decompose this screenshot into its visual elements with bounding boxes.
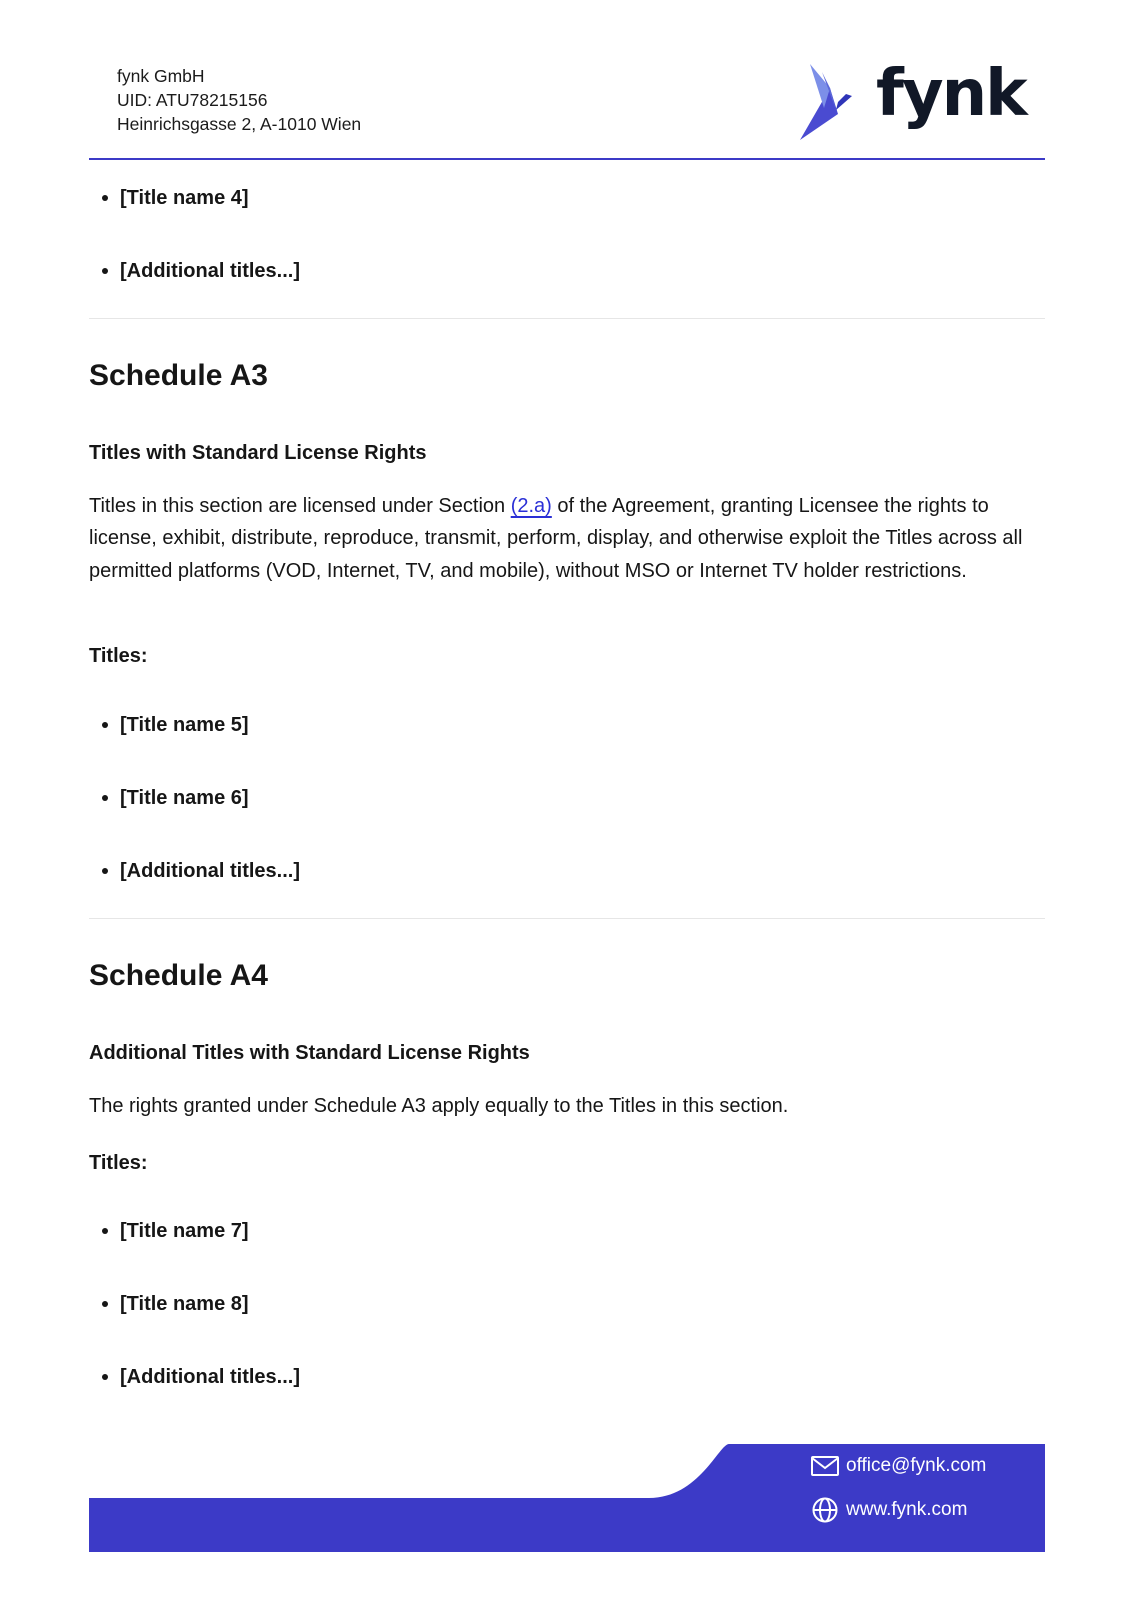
- list-item: [Title name 4]: [89, 185, 300, 258]
- footer-band: [89, 1444, 1045, 1552]
- globe-icon: [810, 1496, 840, 1524]
- list-item: [Title name 8]: [89, 1291, 300, 1364]
- section-divider: [89, 318, 1045, 319]
- section-link[interactable]: (2.a): [510, 495, 552, 517]
- list-item: [Additional titles...]: [89, 858, 300, 931]
- company-name: fynk GmbH: [117, 66, 205, 86]
- schedule-a4-subheading: Additional Titles with Standard License Rights: [89, 1042, 530, 1064]
- website-text[interactable]: www.fynk.com: [846, 1499, 968, 1520]
- footer-email[interactable]: [846, 1454, 986, 1478]
- list-item: [Title name 6]: [89, 785, 300, 858]
- top-title-list: [89, 185, 300, 331]
- list-item: [Title name 7]: [89, 1218, 300, 1291]
- schedule-a4-heading: Schedule A4: [89, 959, 268, 992]
- list-item: [Additional titles...]: [89, 1364, 300, 1437]
- schedule-a4-paragraph: The rights granted under Schedule A3 apply equally to the Titles in this section.: [89, 1095, 789, 1117]
- section-divider: [89, 918, 1045, 919]
- paragraph-text: Titles in this section are licensed under Section: [89, 495, 511, 517]
- company-uid: UID: ATU78215156: [117, 90, 268, 110]
- list-item: [Additional titles...]: [89, 258, 300, 331]
- footer-website[interactable]: [846, 1498, 967, 1522]
- paragraph-text: of the Agreement, granting Licensee the rights to license, exhibit, distribute, reproduce, transmit, perform, display, and otherwise exploit the Titles across all permitted platforms (VOD, Internet, TV, and mobile), without MSO or Internet TV holder restrictions.: [89, 495, 1023, 582]
- fynk-logo: [800, 57, 1026, 144]
- company-info: [117, 64, 361, 136]
- schedule-a3-paragraph: [89, 490, 1049, 587]
- company-address: Heinrichsgasse 2, A-1010 Wien: [117, 114, 362, 134]
- schedule-a4-title-list: [89, 1218, 300, 1437]
- logo-wordmark: fynk: [876, 57, 1026, 131]
- email-text[interactable]: office@fynk.com: [846, 1455, 987, 1476]
- envelope-icon: [810, 1452, 840, 1480]
- schedule-a3-subheading: Titles with Standard License Rights: [89, 442, 427, 464]
- titles-label: Titles:: [89, 1152, 148, 1174]
- titles-label: Titles:: [89, 645, 148, 667]
- bird-origami-icon: [790, 58, 860, 144]
- schedule-a3-heading: Schedule A3: [89, 359, 268, 392]
- header-divider: [89, 158, 1045, 160]
- schedule-a3-title-list: [89, 712, 300, 931]
- list-item: [Title name 5]: [89, 712, 300, 785]
